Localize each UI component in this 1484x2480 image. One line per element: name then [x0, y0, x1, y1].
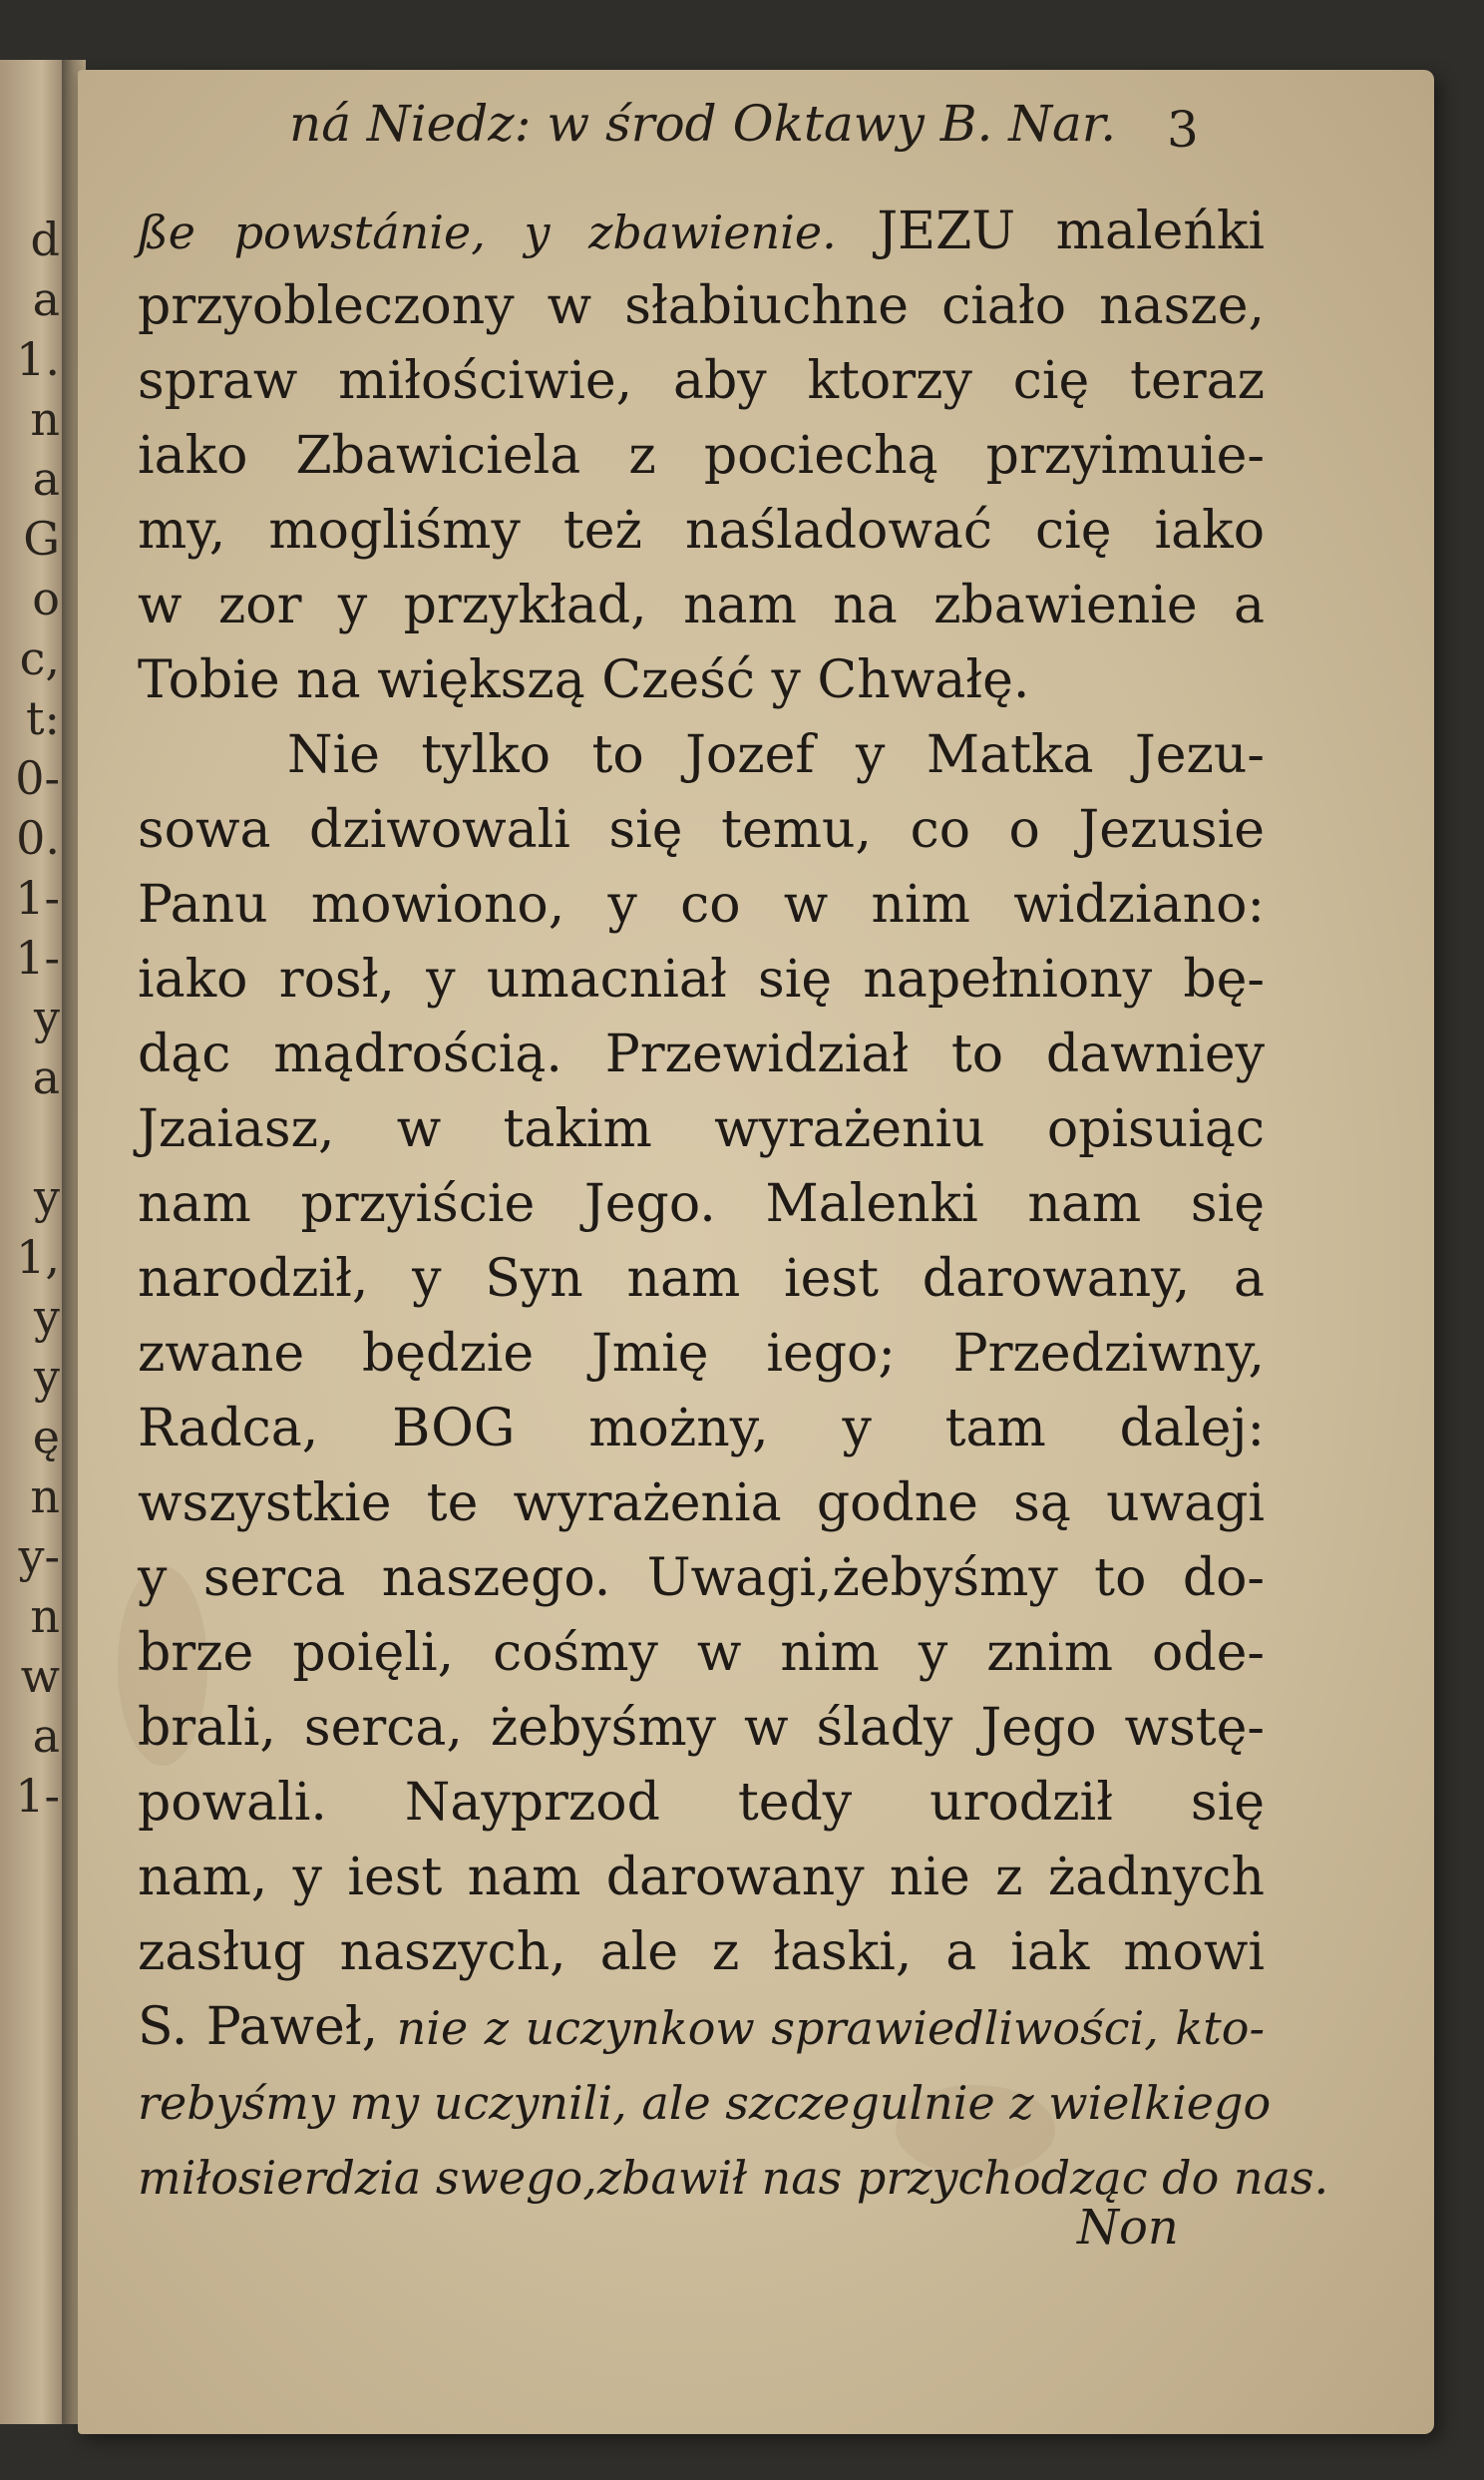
left-fragment: G	[23, 512, 60, 566]
text-line	[138, 494, 1265, 569]
text-line	[138, 1167, 1265, 1242]
left-fragment: 1-	[15, 1769, 60, 1823]
left-fragment: c,	[19, 631, 60, 685]
text-line	[138, 1317, 1265, 1392]
left-page-text-fragments	[0, 209, 60, 1826]
left-fragment: o	[32, 572, 60, 625]
text-line	[138, 1018, 1265, 1092]
text-line	[138, 1691, 1265, 1766]
text-segment: nam, y iest nam darowany nie z żadnych	[138, 1848, 1265, 1907]
italic-text-segment: miłosierdzia swego,zbawił nas przychodząc do nas.	[138, 2151, 1329, 2205]
text-line	[138, 195, 1265, 269]
text-segment: zwane będzie Jmię iego; Przedziwny,	[138, 1324, 1265, 1384]
left-fragment: 0-	[15, 751, 60, 805]
text-line	[138, 1766, 1265, 1841]
text-line	[138, 1990, 1265, 2065]
text-segment: brali, serca, żebyśmy w ślady Jego wstę-	[138, 1698, 1265, 1758]
text-line	[138, 868, 1265, 943]
text-line	[138, 943, 1265, 1018]
text-segment: dąc mądrością. Przewidział to dawniey	[138, 1025, 1265, 1084]
page-number: 3	[1167, 101, 1199, 159]
text-line	[138, 1915, 1265, 1990]
text-line	[138, 793, 1265, 868]
left-fragment: a	[32, 272, 60, 326]
text-line	[138, 1392, 1265, 1466]
left-fragment: t:	[26, 691, 60, 745]
text-line	[138, 1242, 1265, 1317]
text-segment: Panu mowiono, y co w nim widziano:	[138, 875, 1265, 935]
text-line	[138, 1541, 1265, 1616]
italic-text-segment: ße powstánie, y zbawienie.	[138, 206, 837, 259]
text-line	[138, 344, 1265, 419]
left-fragment: a	[32, 1050, 60, 1104]
text-segment: JEZU maleńki	[836, 202, 1265, 261]
text-segment: Jzaiasz, w takim wyrażeniu opisuiąc	[138, 1099, 1265, 1159]
text-segment: przyobleczony w słabiuchne ciało nasze,	[138, 276, 1265, 336]
left-fragment: 1-	[15, 871, 60, 925]
text-segment: y serca naszego. Uwagi,żebyśmy to do-	[138, 1548, 1265, 1608]
running-header	[239, 95, 1237, 165]
left-fragment: a	[32, 452, 60, 506]
left-fragment: y	[34, 1170, 60, 1224]
text-segment: Tobie na większą Cześć y Chwałę.	[138, 650, 1030, 710]
left-fragment: 1.	[16, 332, 60, 386]
italic-text-segment: rebyśmy my uczynili, ale szczegulnie z wielkiego	[138, 2076, 1272, 2130]
text-line	[138, 269, 1265, 344]
text-segment: spraw miłościwie, aby ktorzy cię teraz	[138, 351, 1265, 411]
text-line	[138, 2065, 1272, 2140]
text-line	[138, 569, 1265, 643]
text-segment: Radca, BOG możny, y tam dalej:	[138, 1399, 1265, 1458]
text-segment: nam przyiście Jego. Malenki nam się	[138, 1174, 1265, 1234]
text-segment: wszystkie te wyrażenia godne są uwagi	[138, 1473, 1265, 1533]
left-fragment: 0.	[16, 811, 60, 865]
text-segment: brze poięli, cośmy w nim y znim ode-	[138, 1623, 1265, 1683]
text-line	[138, 718, 1265, 793]
text-line	[138, 643, 1265, 718]
text-segment: powali. Nayprzod tedy urodził się	[138, 1773, 1265, 1833]
body-text	[138, 195, 1329, 2215]
text-segment: my, mogliśmy też naśladować cię iako	[138, 501, 1265, 561]
left-page-edge	[0, 60, 70, 2424]
text-segment: Nie tylko to Jozef y Matka Jezu-	[287, 725, 1265, 785]
text-segment: iako rosł, y umacniał się napełniony bę-	[138, 950, 1265, 1010]
left-fragment	[0, 1107, 60, 1167]
left-fragment: y	[34, 991, 60, 1044]
text-line	[138, 1466, 1265, 1541]
text-line	[138, 1841, 1265, 1915]
text-line	[138, 1616, 1265, 1691]
text-segment: iako Zbawiciela z pociechą przyimuie-	[138, 426, 1265, 486]
left-fragment: d	[30, 212, 60, 266]
left-fragment: 1,	[16, 1230, 60, 1284]
text-line	[138, 419, 1265, 494]
left-fragment: y	[34, 1350, 60, 1404]
left-fragment: y-	[18, 1529, 60, 1583]
left-fragment: n	[30, 392, 60, 446]
left-fragment: n	[30, 1589, 60, 1643]
catchword: Non	[1077, 2200, 1179, 2256]
left-fragment: n	[30, 1469, 60, 1523]
italic-text-segment: nie z uczynkow sprawiedliwości, kto-	[396, 2001, 1266, 2055]
text-segment: S. Paweł,	[138, 1997, 397, 2057]
text-segment: narodził, y Syn nam iest darowany, a	[138, 1249, 1265, 1309]
left-fragment: 1-	[15, 931, 60, 985]
left-fragment: w	[20, 1649, 60, 1703]
text-segment: w zor y przykład, nam na zbawienie a	[138, 576, 1265, 635]
left-fragment: ę	[32, 1410, 60, 1463]
left-fragment: y	[34, 1290, 60, 1344]
text-segment: zasług naszych, ale z łaski, a iak mowi	[138, 1922, 1265, 1982]
text-line	[138, 1092, 1265, 1167]
running-head-title: ná Niedz: w środ Oktawy B. Nar.	[289, 95, 1117, 153]
left-fragment: a	[32, 1709, 60, 1763]
text-segment: sowa dziwowali się temu, co o Jezusie	[138, 800, 1265, 860]
